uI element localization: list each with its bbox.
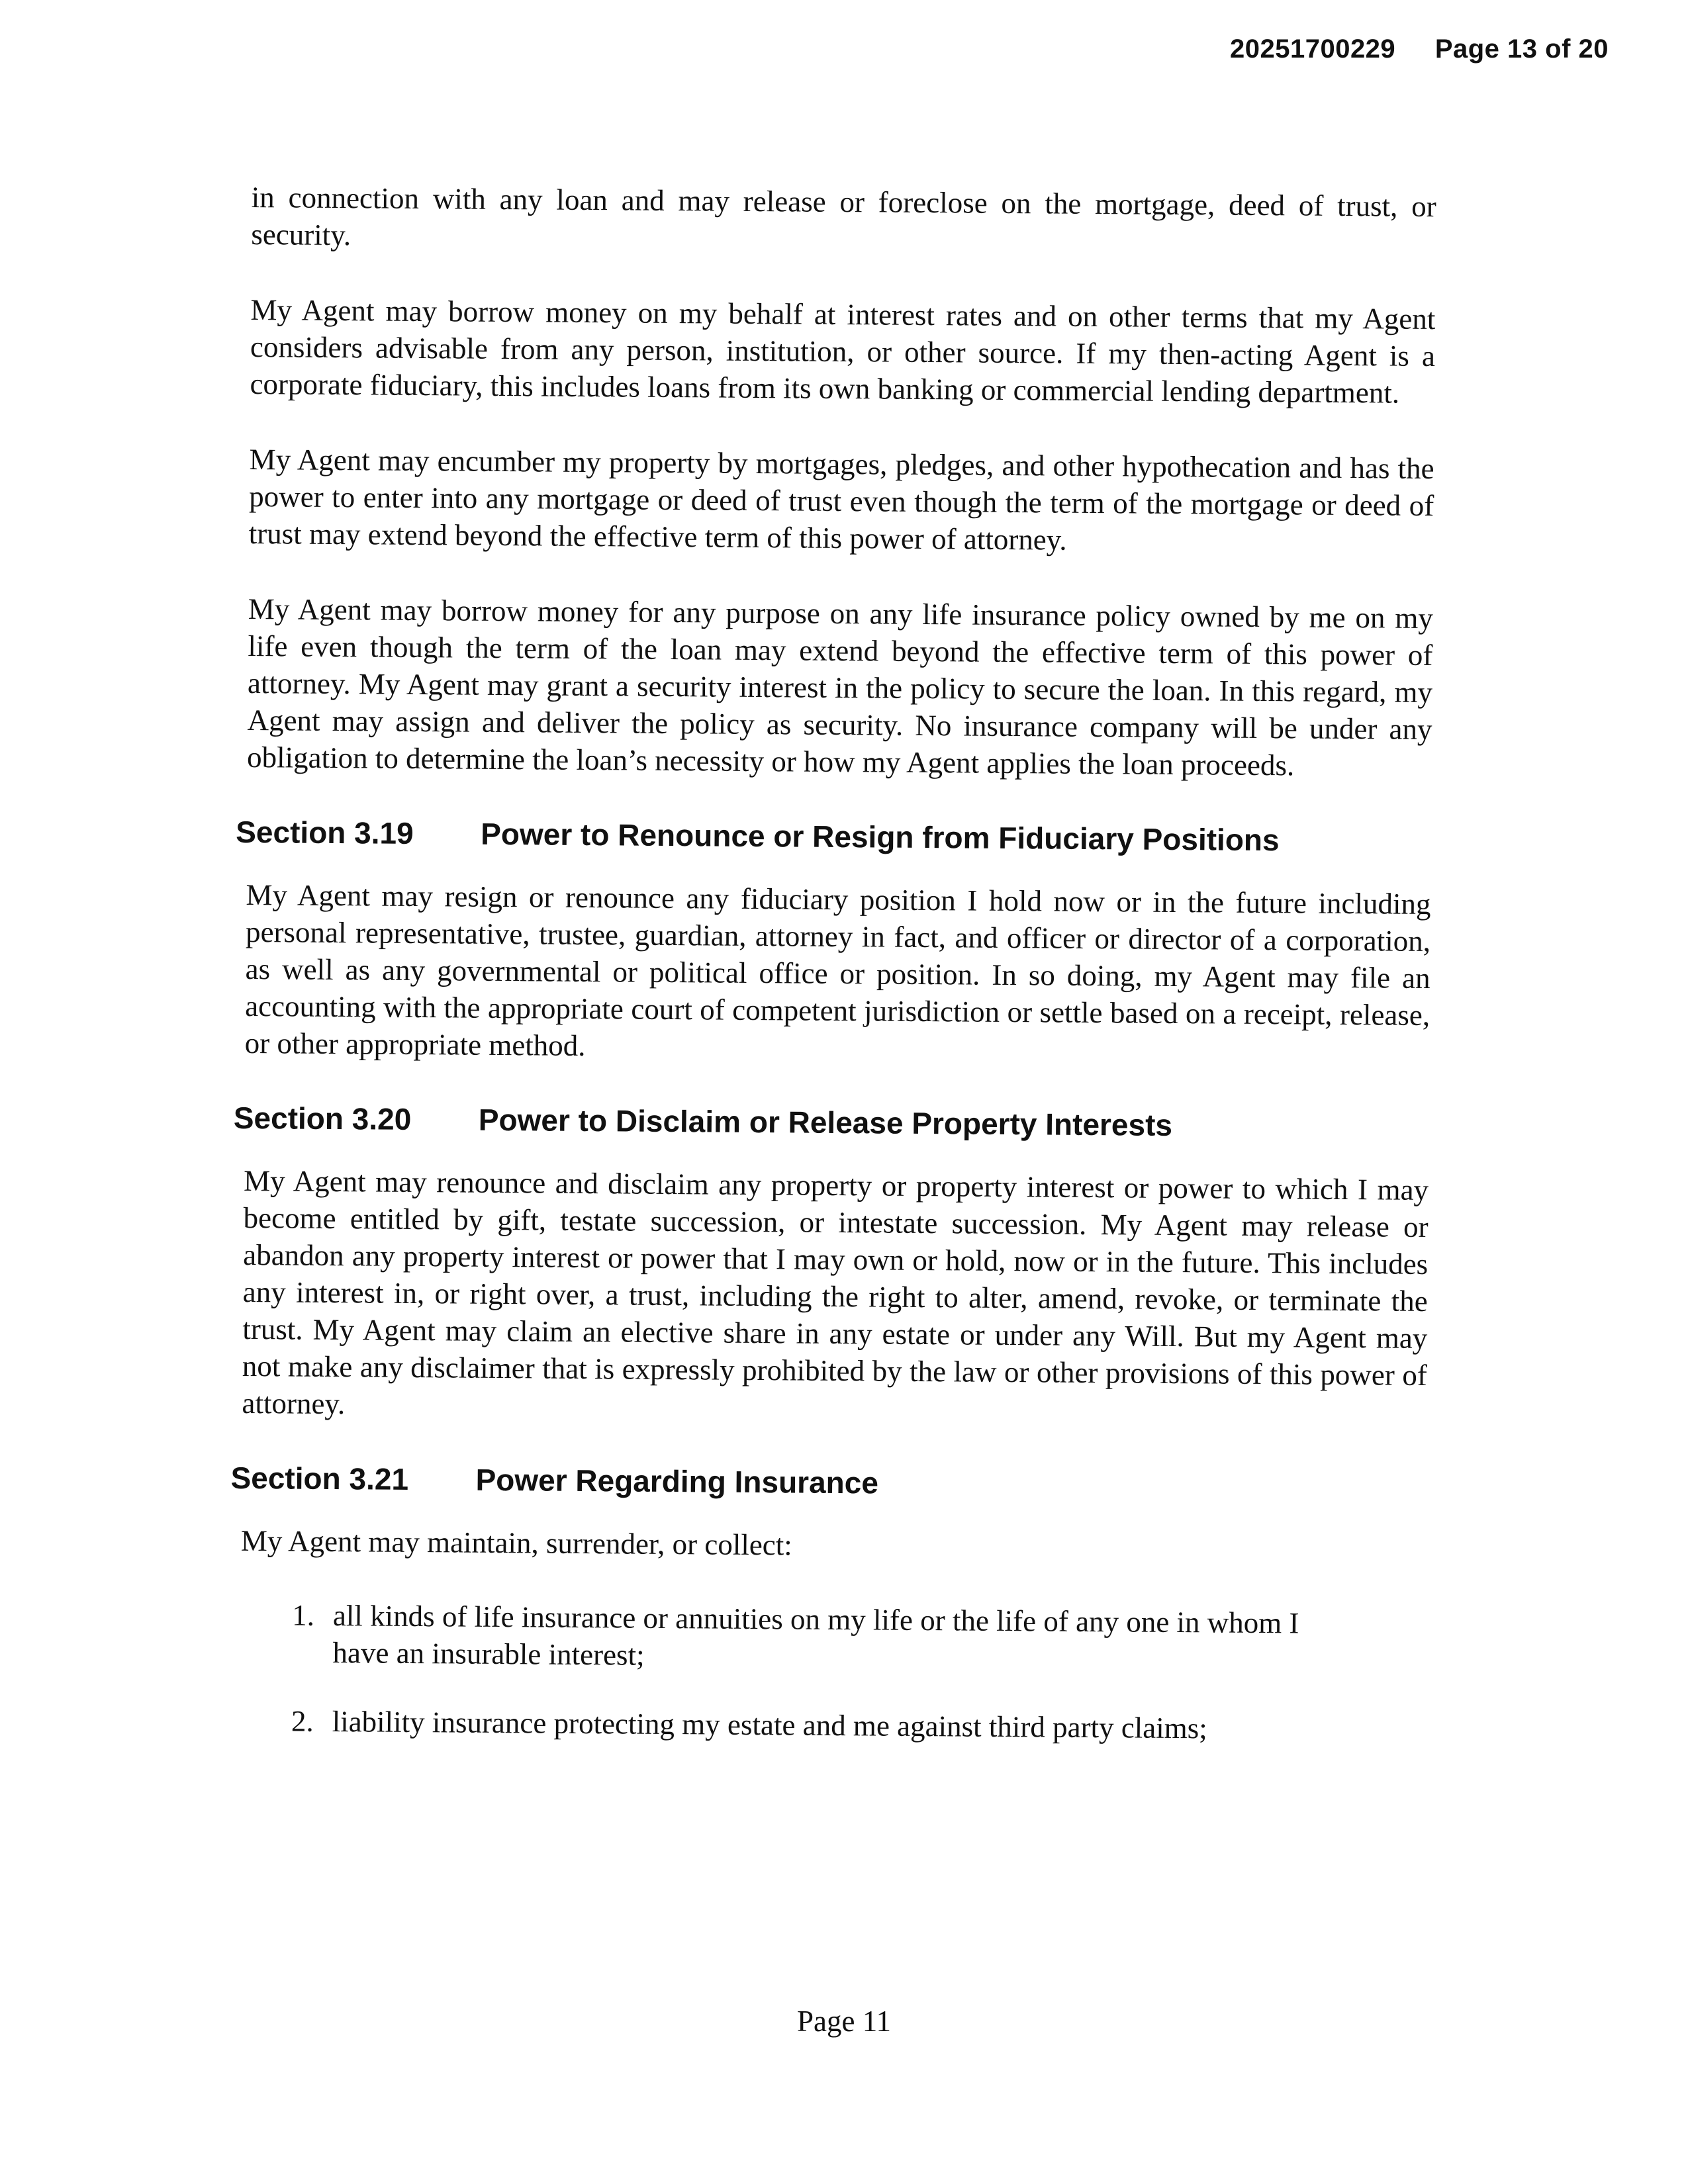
page-footer: Page 11	[796, 2005, 892, 2038]
list-item-text: all kinds of life insurance or annuities on my life or the life of any one in whom I have an insurable interest;	[332, 1599, 1299, 1672]
section-title: Power to Renounce or Resign from Fiduciary Positions	[481, 816, 1280, 858]
section-heading-3-21	[230, 1460, 1426, 1505]
list-item	[240, 1596, 1425, 1680]
section-body-3-20: My Agent may renounce and disclaim any property or property interest or power to which I may become entitled by gift, testate succession, or intestate succession. My Agent may release or abandon any property interest or power that I may own or hold, now or in the future. This includes any interest in, or right over, a trust, including the right to alter, amend, revoke, or terminate the trust. My Agent may claim an elective share in any estate or under any Will. But my Agent may not make any disclaimer that is expressly prohibited by the law or other provisions of this power of attorney.	[242, 1163, 1429, 1421]
list-marker: 2.	[291, 1704, 314, 1738]
section-heading-3-20	[234, 1100, 1429, 1145]
page-indicator: Page 13 of 20	[1434, 34, 1609, 64]
paragraph-borrow-money: My Agent may borrow money on my behalf at interest rates and on other terms that my Agent considers advisable from any person, institution, or other source. If my then-acting Agent is a corporate fiduciary, this includes loans from its own banking or commercial lending department.	[250, 293, 1436, 410]
page-header	[1230, 34, 1609, 64]
document-number: 20251700229	[1229, 34, 1396, 64]
paragraph-loan-continuation: in connection with any loan and may release or foreclose on the mortgage, deed of trust, or security.	[251, 180, 1436, 252]
section-number: Section 3.21	[230, 1460, 409, 1496]
section-title: Power to Disclaim or Release Property Interests	[478, 1102, 1173, 1142]
insurance-list	[239, 1596, 1425, 1749]
section-title: Power Regarding Insurance	[475, 1462, 879, 1500]
list-item	[239, 1702, 1424, 1749]
list-item-text: liability insurance protecting my estate and me against third party claims;	[332, 1705, 1207, 1745]
section-body-3-21: My Agent may maintain, surrender, or collect:	[240, 1524, 792, 1562]
document-body	[230, 179, 1436, 1780]
section-heading-3-19	[236, 814, 1431, 859]
paragraph-encumber-property: My Agent may encumber my property by mortgages, pledges, and other hypothecation and has the power to enter into any mortgage or deed of trust even though the term of the mortgage or deed of trust may extend beyond the effective term of this power of attorney.	[248, 442, 1434, 557]
section-number: Section 3.20	[233, 1100, 412, 1136]
section-body-3-19: My Agent may resign or renounce any fiduciary position I hold now or in the future including personal representative, trustee, guardian, attorney in fact, and officer or director of a corporation, as well as any governmental or political office or position. In so doing, my Agent may file an accounting with the appropriate court of competent jurisdiction or settle based on a receipt, release, or other appropriate method.	[244, 878, 1431, 1063]
list-marker: 1.	[292, 1598, 315, 1632]
paragraph-life-insurance-loan: My Agent may borrow money for any purpose on any life insurance policy owned by me on my life even though the term of the loan may extend beyond the effective term of this power of attorney. My Agent may grant a security interest in the policy to secure the loan. In this regard, my Agent may assign and deliver the policy as security. No insurance company will be under any obligation to determine the loan’s necessity or how my Agent applies the loan proceeds.	[246, 592, 1434, 782]
section-number: Section 3.19	[236, 814, 414, 850]
